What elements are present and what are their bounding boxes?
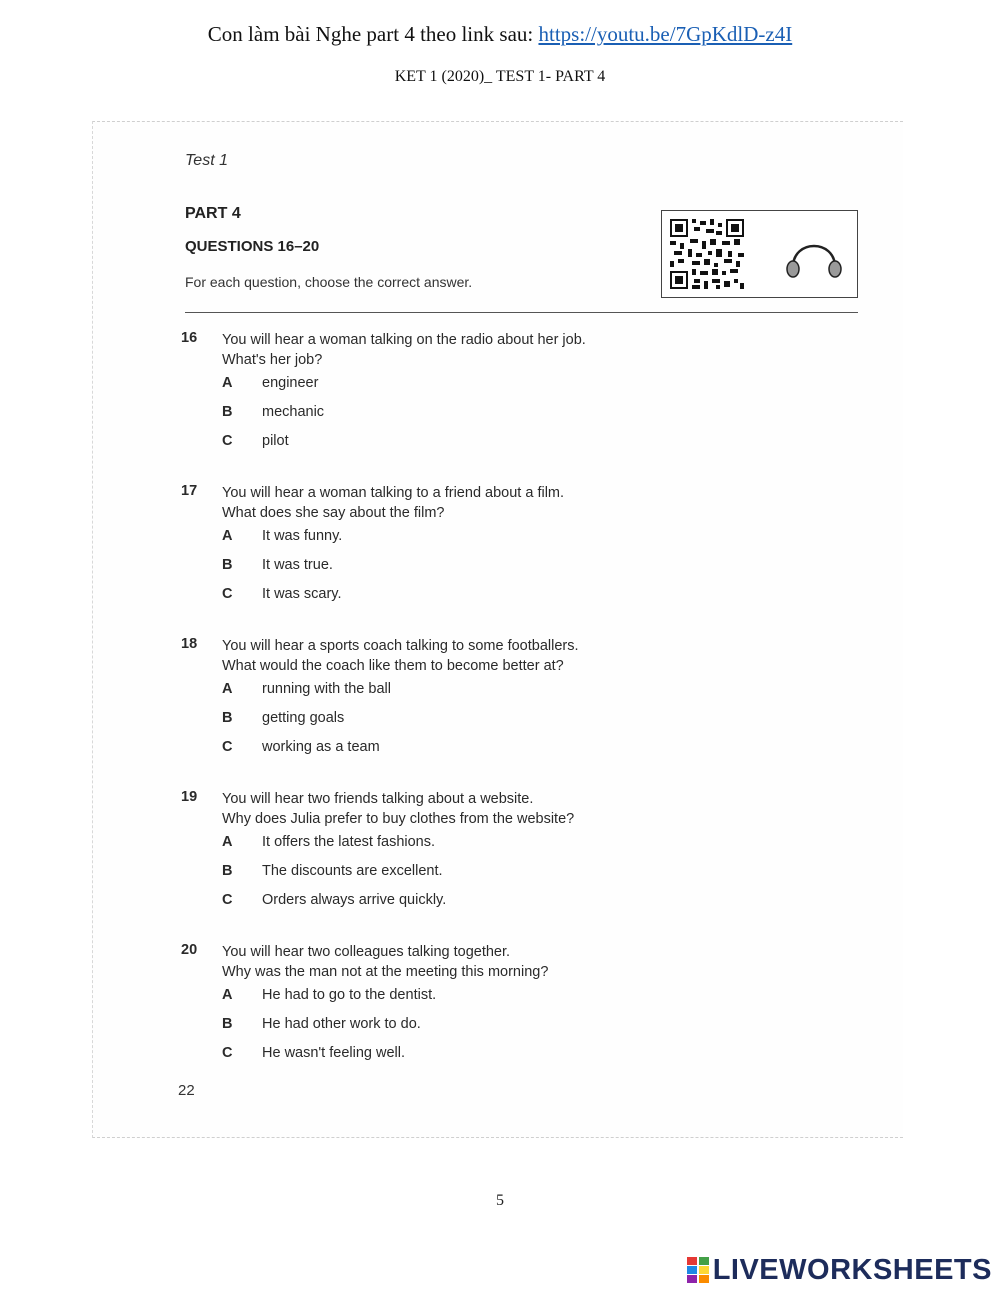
option-text: running with the ball [262,681,391,697]
page-number: 5 [496,1192,504,1209]
question-line-2: What does she say about the film? [222,505,445,521]
option-letter: C [222,586,233,602]
option-letter: B [222,710,233,726]
option-text: It was scary. [262,586,342,602]
liveworksheets-logo-icon [687,1257,709,1283]
question-line-1: You will hear a sports coach talking to some footballers. [222,638,579,654]
option-letter: C [222,433,233,449]
audio-box [661,210,858,298]
question-line-2: What would the coach like them to become better at? [222,658,564,674]
qr-code-icon [670,219,744,289]
option-text: He had to go to the dentist. [262,987,437,1003]
test-subtitle: KET 1 (2020)_ TEST 1- PART 4 [394,68,606,85]
question-16 [181,330,781,460]
question-text [222,636,579,676]
question-line-2: Why was the man not at the meeting this morning? [222,964,549,980]
youtube-link[interactable]: https://youtu.be/7GpKdlD-z4I [538,22,793,46]
question-line-1: You will hear a woman talking on the radio about her job. [222,332,586,348]
option-text: engineer [262,375,319,391]
question-text [222,789,574,829]
option-text: working as a team [262,739,380,755]
option-letter: A [222,528,233,544]
option-letter: A [222,375,233,391]
option-text: It was true. [262,557,333,573]
liveworksheets-logo [687,1255,992,1285]
question-text [222,330,586,370]
header-instruction-text: Con làm bài Nghe part 4 theo link sau: [207,22,539,46]
question-number: 19 [181,789,198,805]
question-19 [181,789,781,919]
option-text: He had other work to do. [262,1016,421,1032]
option-letter: B [222,557,233,573]
part-title: PART 4 [185,205,241,222]
question-line-1: You will hear two colleagues talking together. [222,944,511,960]
option-letter: C [222,1045,233,1061]
option-text: getting goals [262,710,345,726]
question-number: 16 [181,330,198,346]
question-text [222,483,564,523]
option-letter: C [222,892,233,908]
question-number: 20 [181,942,198,958]
option-text: mechanic [262,404,325,420]
option-letter: B [222,404,233,420]
option-letter: A [222,834,233,850]
question-range: QUESTIONS 16–20 [185,238,320,255]
headphones-icon [784,229,844,281]
question-line-1: You will hear a woman talking to a friend about a film. [222,485,565,501]
option-text: It offers the latest fashions. [262,834,436,850]
question-18 [181,636,781,766]
option-text: The discounts are excellent. [262,863,443,879]
scanned-exam-page [92,121,903,1138]
option-text: Orders always arrive quickly. [262,892,447,908]
exam-instruction: For each question, choose the correct answer. [185,274,473,290]
option-text: It was funny. [262,528,343,544]
header-instruction [0,22,1000,47]
question-line-2: What's her job? [222,352,323,368]
question-number: 17 [181,483,198,499]
option-text: pilot [262,433,289,449]
test-label: Test 1 [185,152,228,169]
option-letter: B [222,1016,233,1032]
question-line-2: Why does Julia prefer to buy clothes from the website? [222,811,575,827]
option-letter: B [222,863,233,879]
option-text: He wasn't feeling well. [262,1045,406,1061]
option-letter: A [222,987,233,1003]
question-line-1: You will hear two friends talking about a website. [222,791,534,807]
option-letter: C [222,739,233,755]
header-divider [185,312,858,313]
question-20 [181,942,781,1072]
question-text [222,942,548,982]
question-number: 18 [181,636,198,652]
liveworksheets-brand-text: LIVEWORKSHEETS [712,1253,992,1286]
question-17 [181,483,781,613]
scan-page-number: 22 [178,1082,195,1099]
option-letter: A [222,681,233,697]
